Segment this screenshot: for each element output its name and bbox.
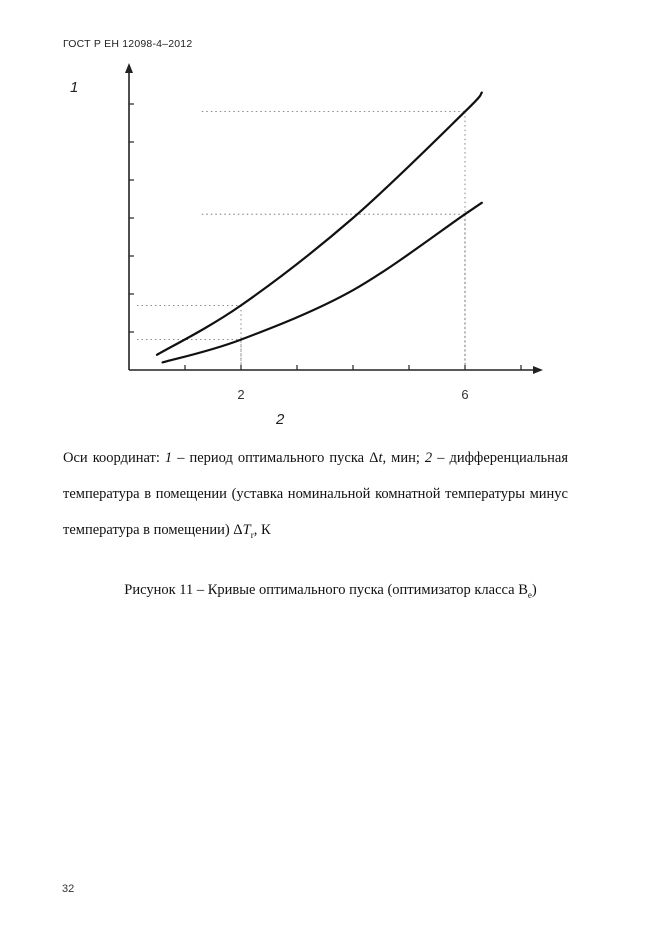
x-tick-label-2: 2 <box>237 387 245 402</box>
delta-T-subscript: r <box>250 529 254 540</box>
axes-caption-part-2: – дифференциальная температура в помещении (уставка номинальной комнатной температуры минус температура в помещении) Δ <box>63 450 569 538</box>
y-axis-label: 1 <box>70 79 79 96</box>
chart-guides <box>137 112 465 370</box>
x-tick-label-6: 6 <box>461 387 469 402</box>
x-tick-labels <box>237 387 468 402</box>
delta-T-symbol: T <box>242 522 251 538</box>
figure-caption-subscript: e <box>527 589 532 600</box>
figure-caption <box>0 582 661 600</box>
chart-axes <box>125 63 543 374</box>
axes-caption-mid: , мин; <box>382 450 425 466</box>
figure-caption-close: ) <box>531 582 537 598</box>
axes-caption-num-2: 2 <box>424 450 433 466</box>
y-axis-arrow <box>125 63 133 73</box>
figure-caption-text: Рисунок 11 – Кривые оптимального пуска (оптимизатор класса B <box>124 582 528 598</box>
axes-caption-num-1: 1 <box>164 450 173 466</box>
page-number: 32 <box>62 883 75 895</box>
axes-caption <box>63 440 568 553</box>
x-axis-arrow <box>533 366 543 374</box>
axes-caption-prefix: Оси координат: <box>63 450 165 466</box>
axes-caption-part-1: – период оптимального пуска Δ <box>172 450 379 466</box>
optimal-start-chart <box>0 0 661 430</box>
document-header: ГОСТ Р ЕН 12098-4–2012 <box>63 38 193 50</box>
chart-curves <box>157 93 482 363</box>
delta-t-symbol: t <box>378 450 383 466</box>
curve-lower <box>163 203 482 363</box>
axes-caption-unit: , К <box>253 522 271 538</box>
x-axis-label: 2 <box>276 411 285 428</box>
curve-upper <box>157 93 482 355</box>
